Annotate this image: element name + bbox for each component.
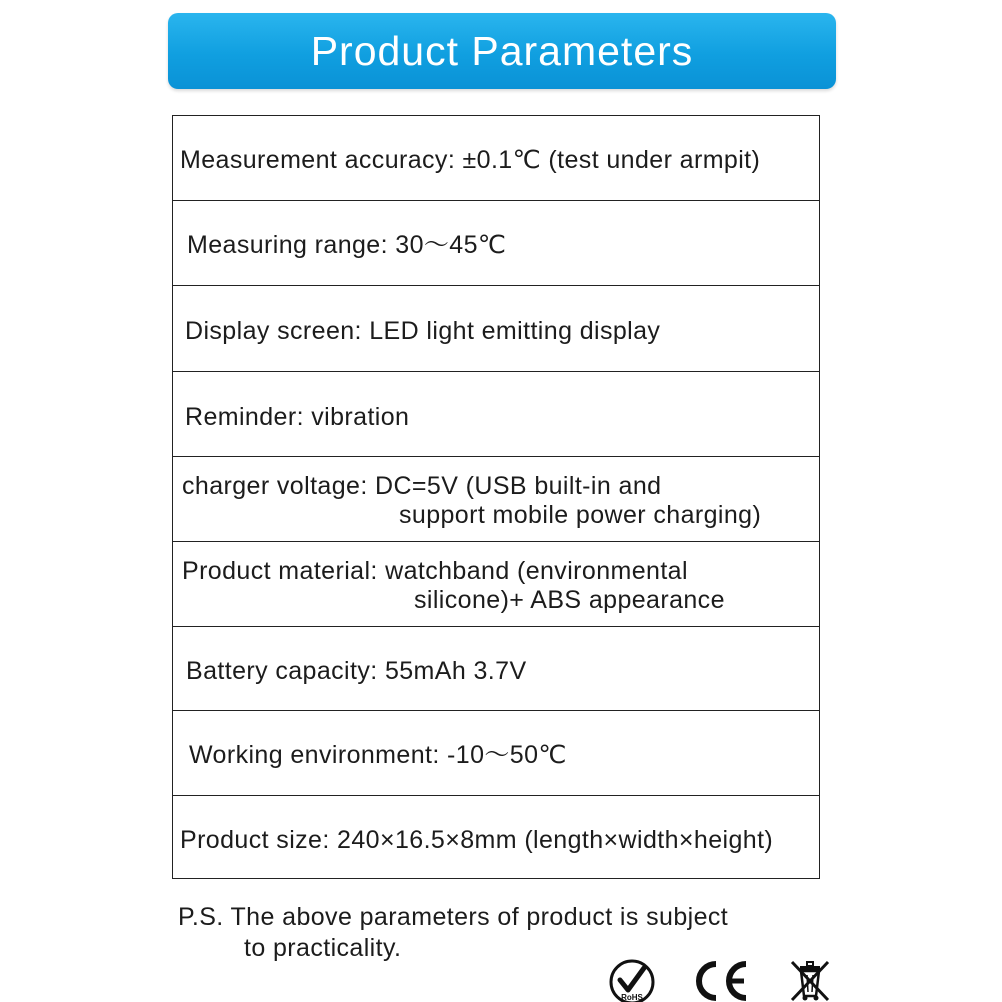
param-product-size: Product size: 240×16.5×8mm (length×width×height) <box>180 826 774 854</box>
table-row <box>173 627 819 711</box>
footnote-line2: to practicality. <box>244 934 402 962</box>
rohs-label: RoHS <box>621 993 643 1002</box>
weee-bin-icon <box>788 958 832 1002</box>
parameters-table <box>172 115 820 879</box>
param-battery-capacity: Battery capacity: 55mAh 3.7V <box>186 657 527 685</box>
param-measuring-range: Measuring range: 30～45℃ <box>187 231 507 259</box>
table-row <box>173 796 819 880</box>
table-row <box>173 286 819 372</box>
param-product-material: Product material: watchband (environmental <box>182 557 688 585</box>
table-row <box>173 457 819 542</box>
param-working-environment: Working environment: -10～50℃ <box>189 741 567 769</box>
table-row <box>173 372 819 457</box>
footnote-line1: P.S. The above parameters of product is subject <box>178 903 729 931</box>
footnote <box>178 902 728 964</box>
param-reminder: Reminder: vibration <box>185 403 410 431</box>
ce-mark-icon <box>686 958 752 1002</box>
param-charger-voltage-cont: support mobile power charging) <box>399 501 762 529</box>
param-measurement-accuracy: Measurement accuracy: ±0.1℃ (test under armpit) <box>180 146 761 174</box>
param-charger-voltage: charger voltage: DC=5V (USB built-in and <box>182 472 662 500</box>
param-product-material-cont: silicone)+ ABS appearance <box>414 586 725 614</box>
rohs-icon <box>608 958 656 1002</box>
title-banner <box>168 13 836 89</box>
page-title: Product Parameters <box>310 27 694 74</box>
table-row <box>173 116 819 201</box>
table-row <box>173 711 819 796</box>
table-row <box>173 542 819 627</box>
param-display-screen: Display screen: LED light emitting display <box>185 317 661 345</box>
table-row <box>173 201 819 286</box>
